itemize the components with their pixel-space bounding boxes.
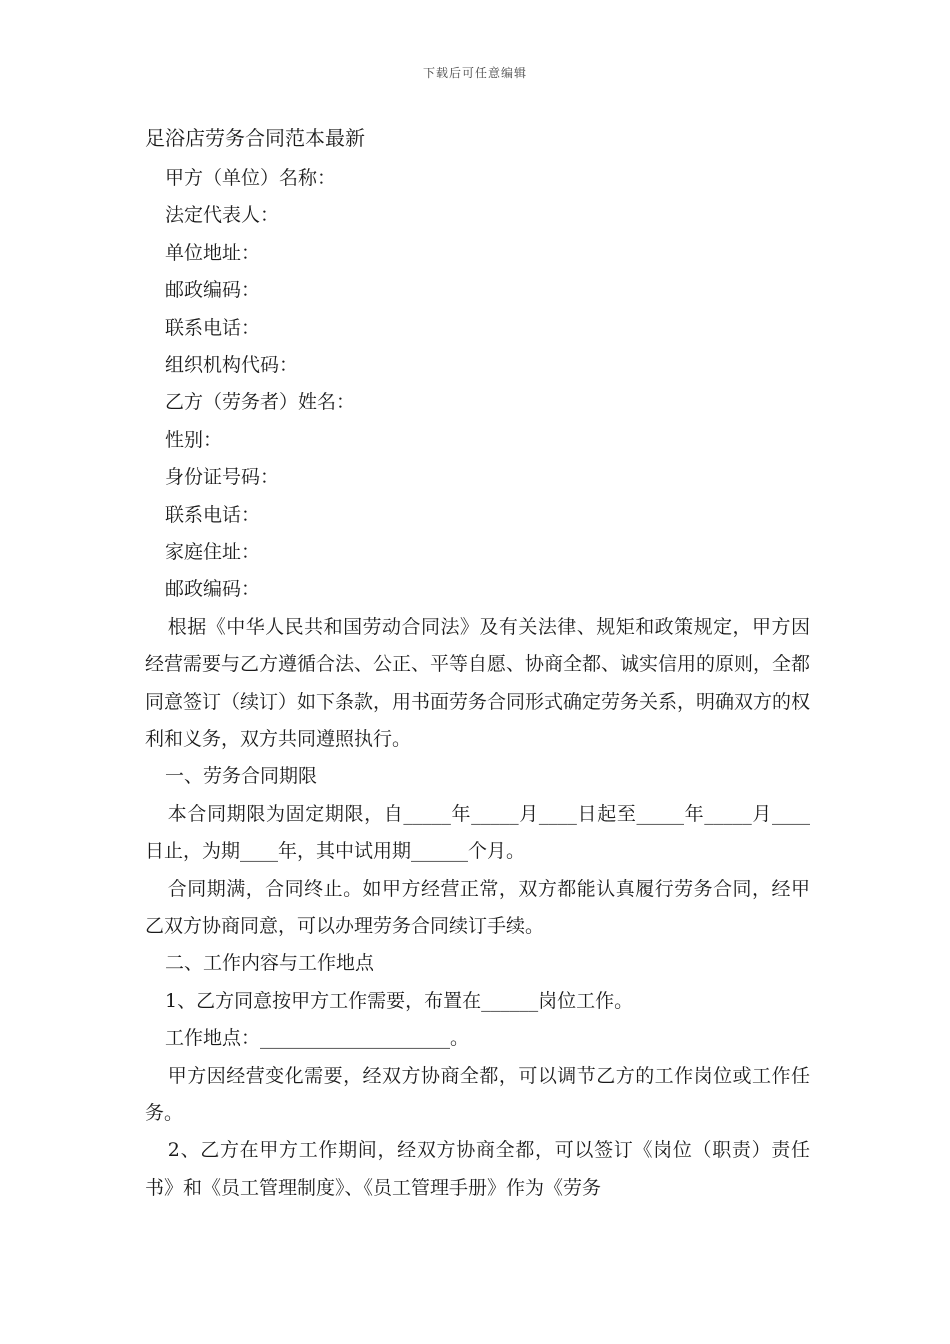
section-heading-work: 二、工作内容与工作地点 <box>165 952 375 975</box>
field-company-address: 单位地址： <box>165 241 261 264</box>
work-item-1: 1、乙方同意按甲方工作需要，布置在______岗位工作。 <box>165 989 634 1012</box>
work-item-2: 2、乙方在甲方工作期间，经双方协商全都，可以签订《岗位（职责）责任书》和《员工管理制度》、《员工管理手册》作为《劳务 <box>145 1139 810 1199</box>
adjust-paragraph: 甲方因经营变化需要，经双方协商全都，可以调节乙方的工作岗位或工作任务。 <box>145 1064 810 1124</box>
expiry-paragraph: 合同期满，合同终止。如甲方经营正常，双方都能认真履行劳务合同，经甲乙双方协商同意，可以办理劳务合同续订手续。 <box>145 877 810 937</box>
field-id-number: 身份证号码： <box>165 466 280 489</box>
field-home-address: 家庭住址： <box>165 540 261 563</box>
field-gender: 性别： <box>165 428 223 451</box>
section-heading-term: 一、劳务合同期限 <box>165 765 318 788</box>
term-paragraph: 本合同期限为固定期限，自_____年_____月____日起至_____年_____月____日止，为期____年，其中试用期______个月。 <box>145 802 810 863</box>
field-organization-code: 组织机构代码： <box>165 353 299 376</box>
intro-paragraph: 根据《中华人民共和国劳动合同法》及有关法律、规矩和政策规定，甲方因经营需要与乙方遵循合法、公正、平等自愿、协商全都、诚实信用的原则，全都同意签订（续订）如下条款，用书面劳务合同形式确定劳务关系，明确双方的权利和义务，双方共同遵照执行。 <box>145 615 811 750</box>
field-legal-representative: 法定代表人： <box>165 204 280 227</box>
field-party-a-phone: 联系电话： <box>165 316 261 339</box>
field-party-b-phone: 联系电话： <box>165 503 261 526</box>
document-body <box>145 124 810 1207</box>
page-header: 下载后可任意编辑 <box>422 66 527 80</box>
document-title: 足浴店劳务合同范本最新 <box>145 126 365 150</box>
field-party-b-name: 乙方（劳务者）姓名： <box>165 391 356 414</box>
field-party-a-name: 甲方（单位）名称： <box>165 167 337 189</box>
work-location: 工作地点：____________________。 <box>165 1027 470 1050</box>
field-party-b-postcode: 邮政编码： <box>165 578 261 601</box>
field-party-a-postcode: 邮政编码： <box>165 279 261 302</box>
